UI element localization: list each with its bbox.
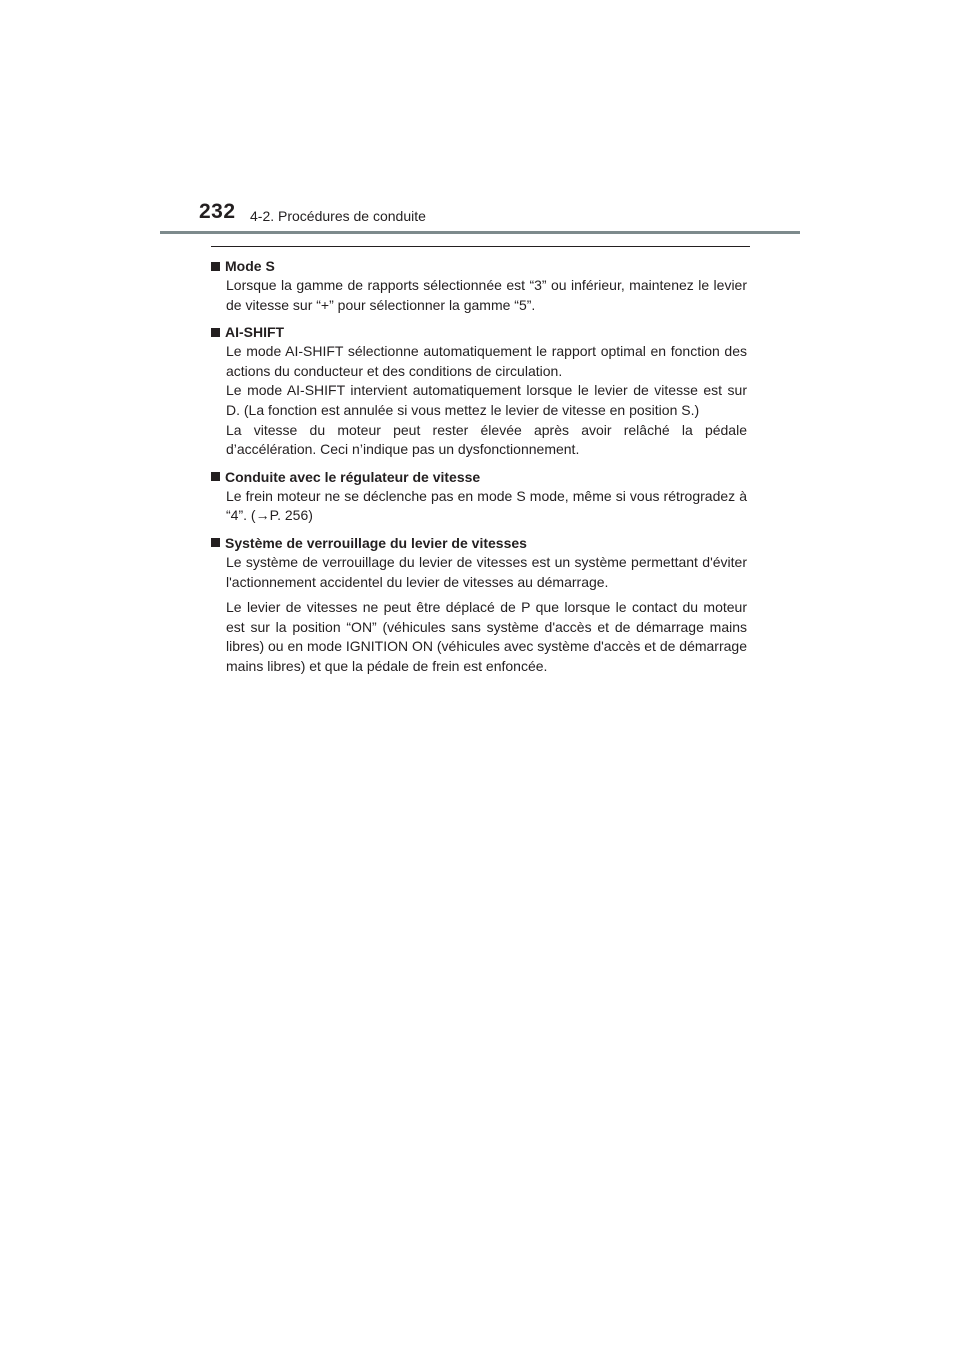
square-bullet-icon xyxy=(211,472,220,481)
section-title: 4-2. Procédures de conduite xyxy=(250,208,426,224)
item-heading xyxy=(211,256,747,276)
item-ai-shift xyxy=(211,322,747,460)
right-arrow-icon: → xyxy=(255,507,270,524)
square-bullet-icon xyxy=(211,262,220,271)
item-paragraph: Le levier de vitesses ne peut être déplacé de P que lorsque le contact du moteur est sur la position “ON” (véhicules sans système d'accès et de démarrage mains libres) ou en mode IGNITION ON (véhicules avec système d'accès et de démarrage mains libres) et que la pédale de frein est enfoncée. xyxy=(226,599,747,674)
content-rule xyxy=(211,246,750,247)
item-shift-lock xyxy=(211,533,747,677)
header-rule xyxy=(160,231,800,234)
item-paragraph: Le mode AI-SHIFT intervient automatiquement lorsque le levier de vitesse est sur D. (La fonction est annulée si vous mettez le levier de vitesse en position S.) xyxy=(226,382,747,418)
item-heading xyxy=(211,533,747,553)
page-header xyxy=(0,0,960,240)
paragraph-text: Le frein moteur ne se déclenche pas en mode S mode, même si vous rétrogradez à “4”. ( xyxy=(226,487,747,524)
item-paragraph xyxy=(226,487,747,526)
square-bullet-icon xyxy=(211,328,220,337)
item-heading-text: Mode S xyxy=(225,258,275,274)
item-paragraph: Lorsque la gamme de rapports sélectionnée est “3” ou inférieur, maintenez le levier de vitesse sur “+” pour sélectionner la gamme “5”. xyxy=(226,277,747,313)
item-paragraph: La vitesse du moteur peut rester élevée après avoir relâché la pédale d’accélération. Ceci n’indique pas un dysfonctionnement. xyxy=(226,421,747,458)
item-mode-s xyxy=(211,256,747,315)
item-heading-text: Conduite avec le régulateur de vitesse xyxy=(225,468,481,485)
square-bullet-icon xyxy=(211,538,220,547)
item-cruise-control xyxy=(211,467,747,526)
item-heading xyxy=(211,322,747,342)
item-heading-text: AI-SHIFT xyxy=(225,324,285,341)
item-heading xyxy=(211,467,747,487)
item-heading-text: Système de verrouillage du levier de vitesses xyxy=(225,534,527,551)
page-content xyxy=(211,256,747,684)
page-reference-link[interactable]: P. 256) xyxy=(269,507,313,524)
page-number: 232 xyxy=(199,200,236,223)
item-paragraph: Le système de verrouillage du levier de vitesses est un système permettant d'éviter l'actionnement accidentel du levier de vitesses au démarrage. xyxy=(226,553,747,590)
item-paragraph: Le mode AI-SHIFT sélectionne automatiquement le rapport optimal en fonction des actions du conducteur et des conditions de circulation. xyxy=(226,343,747,379)
